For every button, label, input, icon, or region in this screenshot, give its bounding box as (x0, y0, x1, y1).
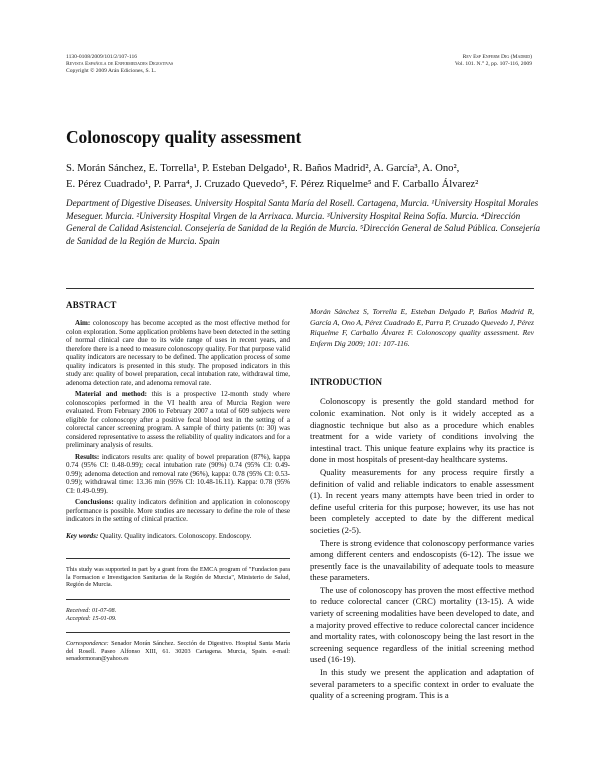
issn-line: 1130-0108/2009/101/2/107-116 (66, 54, 138, 60)
correspondence-text: Senador Morán Sánchez. Sección de Digestivo. Hospital Santa María del Rosell. Paseo Alfonso XIII, 61. 30203 Cartagena. Murcia, Spain. e-mail: senadormoran@yahoo.es (66, 640, 290, 663)
dates-divider (66, 599, 290, 600)
abstract-results (66, 453, 290, 496)
keywords-label: Key words: (66, 531, 99, 540)
article-dates (66, 607, 290, 622)
keywords-text: Quality. Quality indicators. Colonoscopy. Endoscopy. (98, 531, 252, 540)
funding-note: This study was supported in part by a grant from the EMCA program of "Fundacion para la Formacion e Investigacion Sanitarias de la Región de Murcia", Ministerio de Salud, Región de Murcia. (66, 566, 290, 589)
author-line-1: S. Morán Sánchez, E. Torrella¹, P. Esteban Delgado¹, R. Baños Madrid², A. García³, A. Ono², (66, 163, 460, 174)
conclusions-label: Conclusions: (75, 498, 114, 506)
journal-abbrev-line: Rev Esp Enferm Dig (Madrid) (462, 54, 532, 60)
correspondence-divider (66, 632, 290, 633)
volume-line: Vol. 101. N.° 2, pp. 107-116, 2009 (454, 61, 532, 67)
footnote-divider (66, 558, 290, 559)
correspondence-label: Correspondence: (66, 640, 109, 648)
methods-label: Material and method: (75, 390, 147, 398)
journal-name-line: Revista Española de Enfermedades Digestivas (66, 61, 174, 67)
author-line-2: E. Pérez Cuadrado¹, P. Parra⁴, J. Cruzado Quevedo⁵, F. Pérez Riquelme⁵ and F. Carballo Álvarez² (66, 178, 479, 190)
methods-text: this is a prospective 12-month study where colonoscopies performed in the VI health area of Murcia Region were evaluated. From February 2006 to February 2007 a total of 609 subjects were eligible for colonoscopy after a positive fecal blood test in the setting of a colorectal cancer screening program. A sample of thirty patients (n: 30) was considered representative to assess the reliability of quality indicators and for a preliminary analysis of results. (66, 390, 290, 449)
results-label: Results: (75, 452, 100, 461)
intro-paragraph-3: There is strong evidence that colonoscopy performance varies among different centers and endoscopists (6-12). The issue we presently face is the unavailability of adequate tools to measure these parameters. (310, 537, 534, 583)
article-title: Colonoscopy quality assessment (66, 127, 302, 147)
abstract-column (66, 300, 290, 663)
intro-paragraph-4: The use of colonoscopy has proven the most effective method to reduce colorectal cancer (CRC) mortality (13-15). A wide variety of screening modalities have been developed to date, and a majority proved effective to reduce colorectal cancer incidence and mortality rates, with colonoscopy being the last resort in the screening sequence regardless of the initial screening method used (16-19). (310, 584, 534, 665)
aim-text: colonoscopy has become accepted as the most effective method for colon exploration. Some application problems have been detected in the setting of normal clinical care due to its wide range of uses in recent years, and therefore there is a need to measure colonoscopy quality. For that purpose valid quality indicators are necessary to be defined. The application process of some quality indicators is presented in this study. The proposed indicators in this study are: quality of bowel preparation, cecal intubation rate, withdrawal time, adenoma detection rate, and adenoma removal rate. (66, 319, 290, 387)
journal-header-right (292, 54, 532, 68)
intro-paragraph-5: In this study we present the application and adaptation of several parameters to a specific context in order to evaluate the quality of a screening program. This is a (310, 667, 534, 701)
intro-paragraph-2: Quality measurements for any process require firstly a definition of valid and reliable indicators to enable assessment (1). In recent years many attempts have been tried in order to define useful criteria for this purpose; however, its use has not been completely accepted to date by the different medical societies (2-5). (310, 466, 534, 535)
citation-block: Morán Sánchez S, Torrella E, Esteban Delgado P, Baños Madrid R, García A, Ono A, Pérez Cuadrado E, Parra P, Cruzado Quevedo J, Pérez Riquelme F, Carballo Álvarez F. Colonoscopy quality assessment. Rev Enferm Dig 2009; 101: 107-116. (310, 307, 534, 348)
abstract-body (66, 319, 290, 524)
right-column (310, 306, 534, 703)
copyright-line: Copyright © 2009 Arán Ediciones, S. L. (66, 68, 157, 74)
introduction-body (310, 396, 534, 701)
conclusions-text: quality indicators definition and application in colonoscopy performance is possible. More studies are necessary to define the role of these indicators in the setting of clinical practice. (66, 498, 290, 523)
journal-header-left (66, 54, 306, 75)
results-text: indicators results are: quality of bowel preparation (87%), kappa 0.74 (95% CI: 0.48-0.99); cecal intubation rate (90%) 0.74 (95% CI: 0.49-0.99); adenoma detection and removal rate (96%), kappa: 0.78 (95% CI: 0.53-0.99); withdrawal time: 13.36 min (95% CI: 10.48-16.11). Kappa: 0.78 (95% CI: 0.49-0.99). (66, 452, 290, 495)
introduction-heading: INTRODUCTION (310, 377, 383, 388)
accepted-date: Accepted: 15-01-09. (66, 614, 117, 622)
received-date: Received: 01-07-08. (66, 606, 117, 614)
abstract-aim (66, 319, 290, 387)
keywords (66, 532, 290, 541)
section-divider (66, 288, 534, 289)
intro-paragraph-1: Colonoscopy is presently the gold standard method for colonic examination. Not only is it widely accepted as a diagnostic technique but also as a procedure which enables treatment for a wide variety of conditions involving the intestinal tract. This unique feature explains why its practice is done in most hospitals of present-day healthcare systems. (310, 396, 534, 465)
aim-label: Aim: (75, 319, 91, 327)
affiliations: Department of Digestive Diseases. University Hospital Santa María del Rosell. Cartagena, Murcia. ¹University Hospital Morales Meseguer. Murcia. ²University Hospital Virgen de la Arrixaca. Murcia. ³University Hospital Reina Sofía. Murcia. ⁴Dirección General de Calidad Asistencial. Consejería de Sanidad de la Región de Murcia. ⁵Dirección General de Salud Pública. Consejería de Sanidad de la Región de Murcia. Spain (66, 198, 541, 246)
abstract-methods (66, 390, 290, 450)
abstract-conclusions (66, 498, 290, 524)
author-list (66, 161, 546, 192)
correspondence-note (66, 640, 290, 663)
abstract-heading: ABSTRACT (66, 300, 117, 310)
